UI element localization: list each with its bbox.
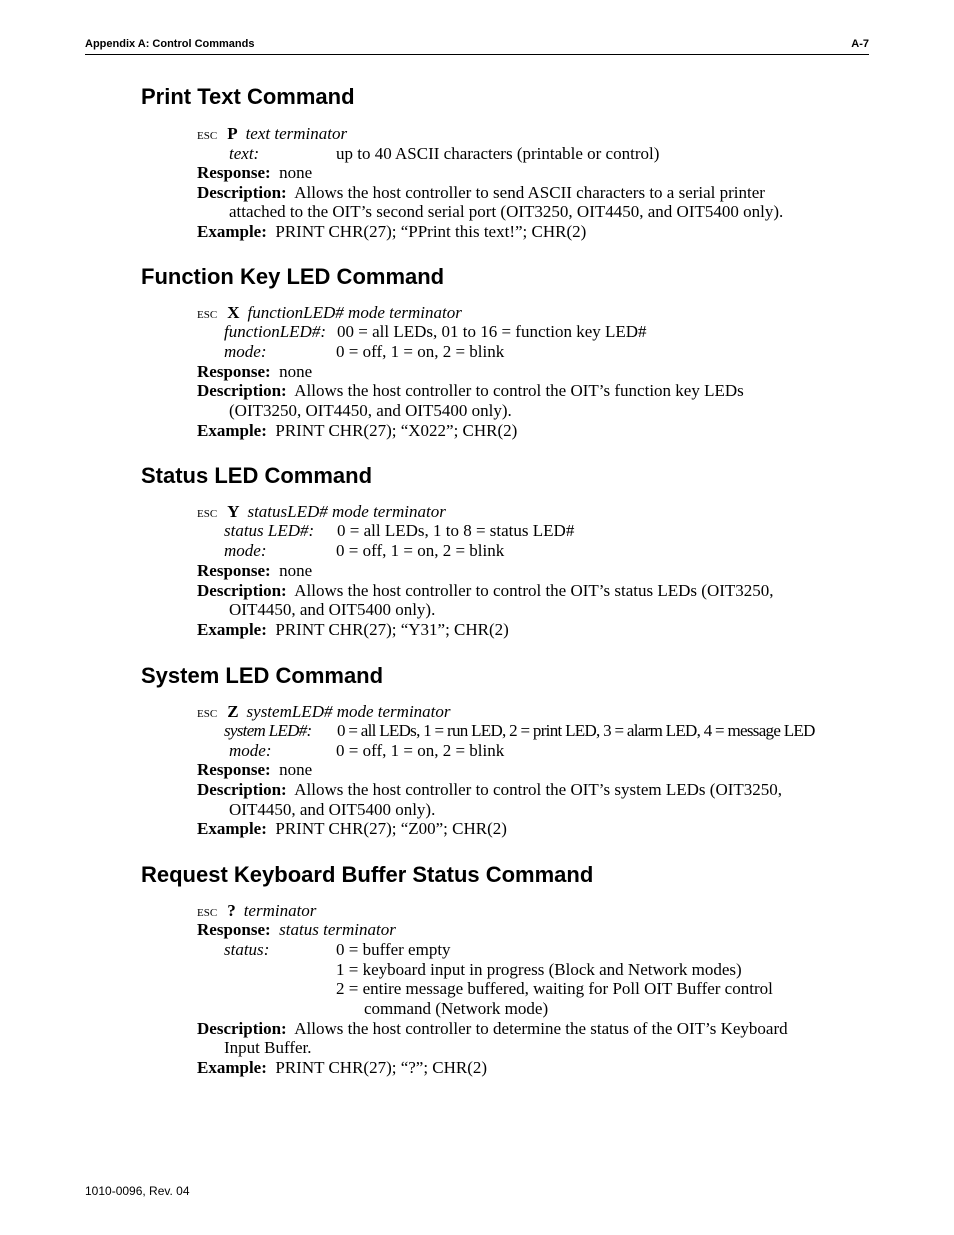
example-line xyxy=(197,819,507,839)
response-value: status terminator xyxy=(279,920,396,939)
syntax-args: functionLED# mode terminator xyxy=(247,303,462,322)
section-title: Status LED Command xyxy=(141,463,373,488)
description-text: Allows the host controller to send ASCII characters to a serial printer xyxy=(294,183,765,202)
command-char: P xyxy=(227,124,238,143)
example-label: Example: xyxy=(197,222,267,241)
esc-label: ESC xyxy=(197,708,218,720)
example-code: PRINT CHR(27); “Z00”; CHR(2) xyxy=(275,819,507,838)
esc-label: ESC xyxy=(197,907,218,919)
param-name: status: xyxy=(224,940,270,959)
syntax-args: text terminator xyxy=(245,124,348,143)
description-label: Description: xyxy=(197,780,287,799)
response-label: Response: xyxy=(197,561,271,580)
param-name: status LED#: xyxy=(224,521,315,540)
description-continuation: (OIT3250, OIT4450, and OIT5400 only). xyxy=(229,401,512,420)
param-name: functionLED#: xyxy=(224,322,327,341)
description-label: Description: xyxy=(197,183,287,202)
example-line xyxy=(197,222,586,242)
command-char: ? xyxy=(227,901,236,920)
description-continuation: OIT4450, and OIT5400 only). xyxy=(229,600,436,619)
command-char: Y xyxy=(227,502,240,521)
description-text: Allows the host controller to control the OIT’s function key LEDs xyxy=(294,381,744,400)
param-name: mode: xyxy=(224,541,267,560)
param-desc: 0 = all LEDs, 1 to 8 = status LED# xyxy=(337,521,575,540)
response-line xyxy=(197,760,312,780)
section-title: Request Keyboard Buffer Status Command xyxy=(141,862,594,887)
example-line xyxy=(197,421,517,441)
response-label: Response: xyxy=(197,362,271,381)
syntax-args: statusLED# mode terminator xyxy=(247,502,446,521)
response-value: none xyxy=(279,760,313,779)
section-title: Print Text Command xyxy=(141,84,355,109)
description-line xyxy=(197,780,782,800)
example-line xyxy=(197,620,509,640)
example-line xyxy=(197,1058,487,1078)
example-code: PRINT CHR(27); “PPrint this text!”; CHR(2) xyxy=(275,222,587,241)
esc-label: ESC xyxy=(197,309,218,321)
response-line xyxy=(197,163,312,183)
description-text: Allows the host controller to control the OIT’s status LEDs (OIT3250, xyxy=(294,581,774,600)
description-line xyxy=(197,381,744,401)
description-continuation: attached to the OIT’s second serial port (OIT3250, OIT4450, and OIT5400 only). xyxy=(229,202,784,221)
param-name: text: xyxy=(229,144,260,163)
param-name: system LED#: xyxy=(224,721,312,740)
example-code: PRINT CHR(27); “X022”; CHR(2) xyxy=(275,421,518,440)
response-line xyxy=(197,561,312,581)
response-label: Response: xyxy=(197,920,271,939)
param-name: mode: xyxy=(229,741,272,760)
response-label: Response: xyxy=(197,163,271,182)
response-line xyxy=(197,920,396,940)
example-label: Example: xyxy=(197,421,267,440)
description-label: Description: xyxy=(197,1019,287,1038)
param-name: mode: xyxy=(224,342,267,361)
param-desc: up to 40 ASCII characters (printable or control) xyxy=(336,144,660,163)
response-value: none xyxy=(279,163,313,182)
description-line xyxy=(197,581,774,601)
syntax-args: systemLED# mode terminator xyxy=(246,702,451,721)
param-desc: 0 = off, 1 = on, 2 = blink xyxy=(336,541,505,560)
param-desc: 0 = off, 1 = on, 2 = blink xyxy=(336,741,505,760)
example-label: Example: xyxy=(197,620,267,639)
header-title: Appendix A: Control Commands xyxy=(85,38,255,50)
description-text: Allows the host controller to determine the status of the OIT’s Keyboard xyxy=(294,1019,788,1038)
description-continuation: Input Buffer. xyxy=(224,1038,312,1057)
response-value: none xyxy=(279,362,313,381)
description-continuation: OIT4450, and OIT5400 only). xyxy=(229,800,436,819)
esc-label: ESC xyxy=(197,130,218,142)
description-line xyxy=(197,1019,788,1039)
syntax-args: terminator xyxy=(243,901,317,920)
description-line xyxy=(197,183,765,203)
param-desc: 2 = entire message buffered, waiting for Poll OIT Buffer control xyxy=(336,979,773,998)
syntax-line xyxy=(197,124,347,146)
description-label: Description: xyxy=(197,581,287,600)
page-number: A-7 xyxy=(851,38,869,50)
response-line xyxy=(197,362,312,382)
section-title: System LED Command xyxy=(141,663,384,688)
param-desc: 0 = buffer empty xyxy=(336,940,451,959)
param-desc: 0 = off, 1 = on, 2 = blink xyxy=(336,342,505,361)
response-label: Response: xyxy=(197,760,271,779)
response-value: none xyxy=(279,561,313,580)
example-code: PRINT CHR(27); “?”; CHR(2) xyxy=(275,1058,488,1077)
command-char: Z xyxy=(227,702,239,721)
param-desc-continuation: command (Network mode) xyxy=(364,999,549,1018)
param-desc: 0 = all LEDs, 1 = run LED, 2 = print LED, 3 = alarm LED, 4 = message LED xyxy=(337,721,815,740)
description-label: Description: xyxy=(197,381,287,400)
section-title: Function Key LED Command xyxy=(141,264,445,289)
example-label: Example: xyxy=(197,1058,267,1077)
example-code: PRINT CHR(27); “Y31”; CHR(2) xyxy=(275,620,509,639)
page-footer: 1010-0096, Rev. 04 xyxy=(85,1184,190,1198)
page-header xyxy=(85,38,869,55)
param-desc: 00 = all LEDs, 01 to 16 = function key LED# xyxy=(337,322,647,341)
esc-label: ESC xyxy=(197,508,218,520)
param-desc: 1 = keyboard input in progress (Block and Network modes) xyxy=(336,960,742,979)
example-label: Example: xyxy=(197,819,267,838)
description-text: Allows the host controller to control the OIT’s system LEDs (OIT3250, xyxy=(294,780,783,799)
command-char: X xyxy=(227,303,240,322)
